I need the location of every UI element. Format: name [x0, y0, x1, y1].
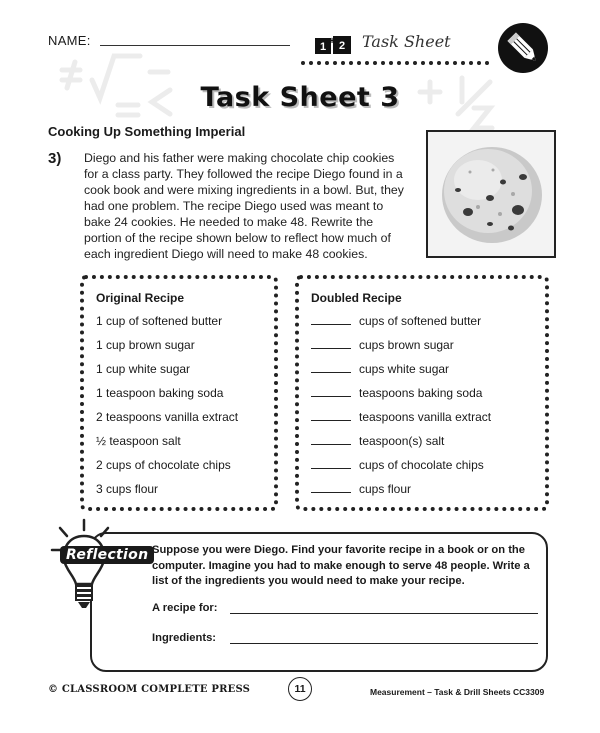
- recipe-for-input-line[interactable]: [230, 613, 538, 614]
- name-label: NAME:: [48, 33, 91, 48]
- original-recipe-item: 1 cup brown sugar: [96, 338, 195, 352]
- original-recipe-item: 2 cups of chocolate chips: [96, 458, 231, 472]
- original-recipe-title: Original Recipe: [96, 291, 185, 305]
- ingredients-label: Ingredients:: [152, 632, 217, 644]
- doubled-recipe-item: cups brown sugar: [359, 338, 454, 352]
- original-recipe-item: 1 cup of softened butter: [96, 314, 223, 328]
- reflection-badge: Reflection: [60, 546, 154, 564]
- original-recipe-item: 1 cup white sugar: [96, 362, 191, 376]
- original-recipe-item: 3 cups flour: [96, 482, 159, 496]
- ingredients-input-line[interactable]: [230, 643, 538, 644]
- page-number: 11: [288, 677, 312, 701]
- answer-blank[interactable]: [311, 407, 351, 421]
- doubled-recipe-item: cups white sugar: [359, 362, 450, 376]
- answer-blank[interactable]: [311, 455, 351, 469]
- original-recipe-item: ½ teaspoon salt: [96, 434, 181, 448]
- lightbulb-icon: [50, 518, 118, 614]
- svg-text:1: 1: [319, 41, 327, 53]
- answer-blank[interactable]: [311, 479, 351, 493]
- name-input-line[interactable]: [100, 45, 290, 46]
- original-recipe-box: [80, 275, 278, 511]
- original-recipe-item: 1 teaspoon baking soda: [96, 386, 224, 400]
- doubled-recipe-title: Doubled Recipe: [311, 291, 402, 305]
- reflection-prompt: Suppose you were Diego. Find your favorite recipe in a book or on the computer. Imagine you had to make enough to serve 48 people. Write a list of the ingredients you would need to make your recipe.: [152, 544, 530, 587]
- answer-blank[interactable]: [311, 335, 351, 349]
- footer-reference: Measurement – Task & Drill Sheets CC3309: [370, 687, 545, 697]
- answer-blank[interactable]: [311, 311, 351, 325]
- svg-text:2: 2: [338, 40, 346, 52]
- answer-blank[interactable]: [311, 431, 351, 445]
- doubled-recipe-item: teaspoons vanilla extract: [359, 410, 492, 424]
- doubled-recipe-item: teaspoons baking soda: [359, 386, 483, 400]
- doubled-recipe-item: cups of chocolate chips: [359, 458, 484, 472]
- publisher-copyright: © CLASSROOM COMPLETE PRESS: [48, 684, 251, 695]
- doubled-recipe-box: [295, 275, 549, 511]
- svg-text:+: +: [329, 36, 335, 47]
- subheading: Cooking Up Something Imperial: [48, 124, 246, 139]
- original-recipe-item: 2 teaspoons vanilla extract: [96, 410, 239, 424]
- doubled-recipe-item: cups flour: [359, 482, 412, 496]
- question-text: Diego and his father were making chocolate chip cookies for a class party. They followed the recipe Diego found in a cook book and were mixing ingredients in a bowl. But, they had one problem. The recipe Diego used was meant to bake 24 cookies. He needed to make 48. Rewrite the portion of the recipe shown below to reflect how much of each ingredient Diego will need to make 48 cookies.: [84, 151, 404, 261]
- doubled-recipe-item: cups of softened butter: [359, 314, 482, 328]
- question-number: 3): [48, 150, 62, 167]
- page-title: Task Sheet 3: [200, 82, 400, 113]
- answer-blank[interactable]: [311, 383, 351, 397]
- recipe-for-label: A recipe for:: [152, 602, 218, 614]
- answer-blank[interactable]: [311, 359, 351, 373]
- section-label: Task Sheet: [362, 32, 451, 51]
- cookie-image: [426, 130, 556, 258]
- doubled-recipe-item: teaspoon(s) salt: [359, 434, 445, 448]
